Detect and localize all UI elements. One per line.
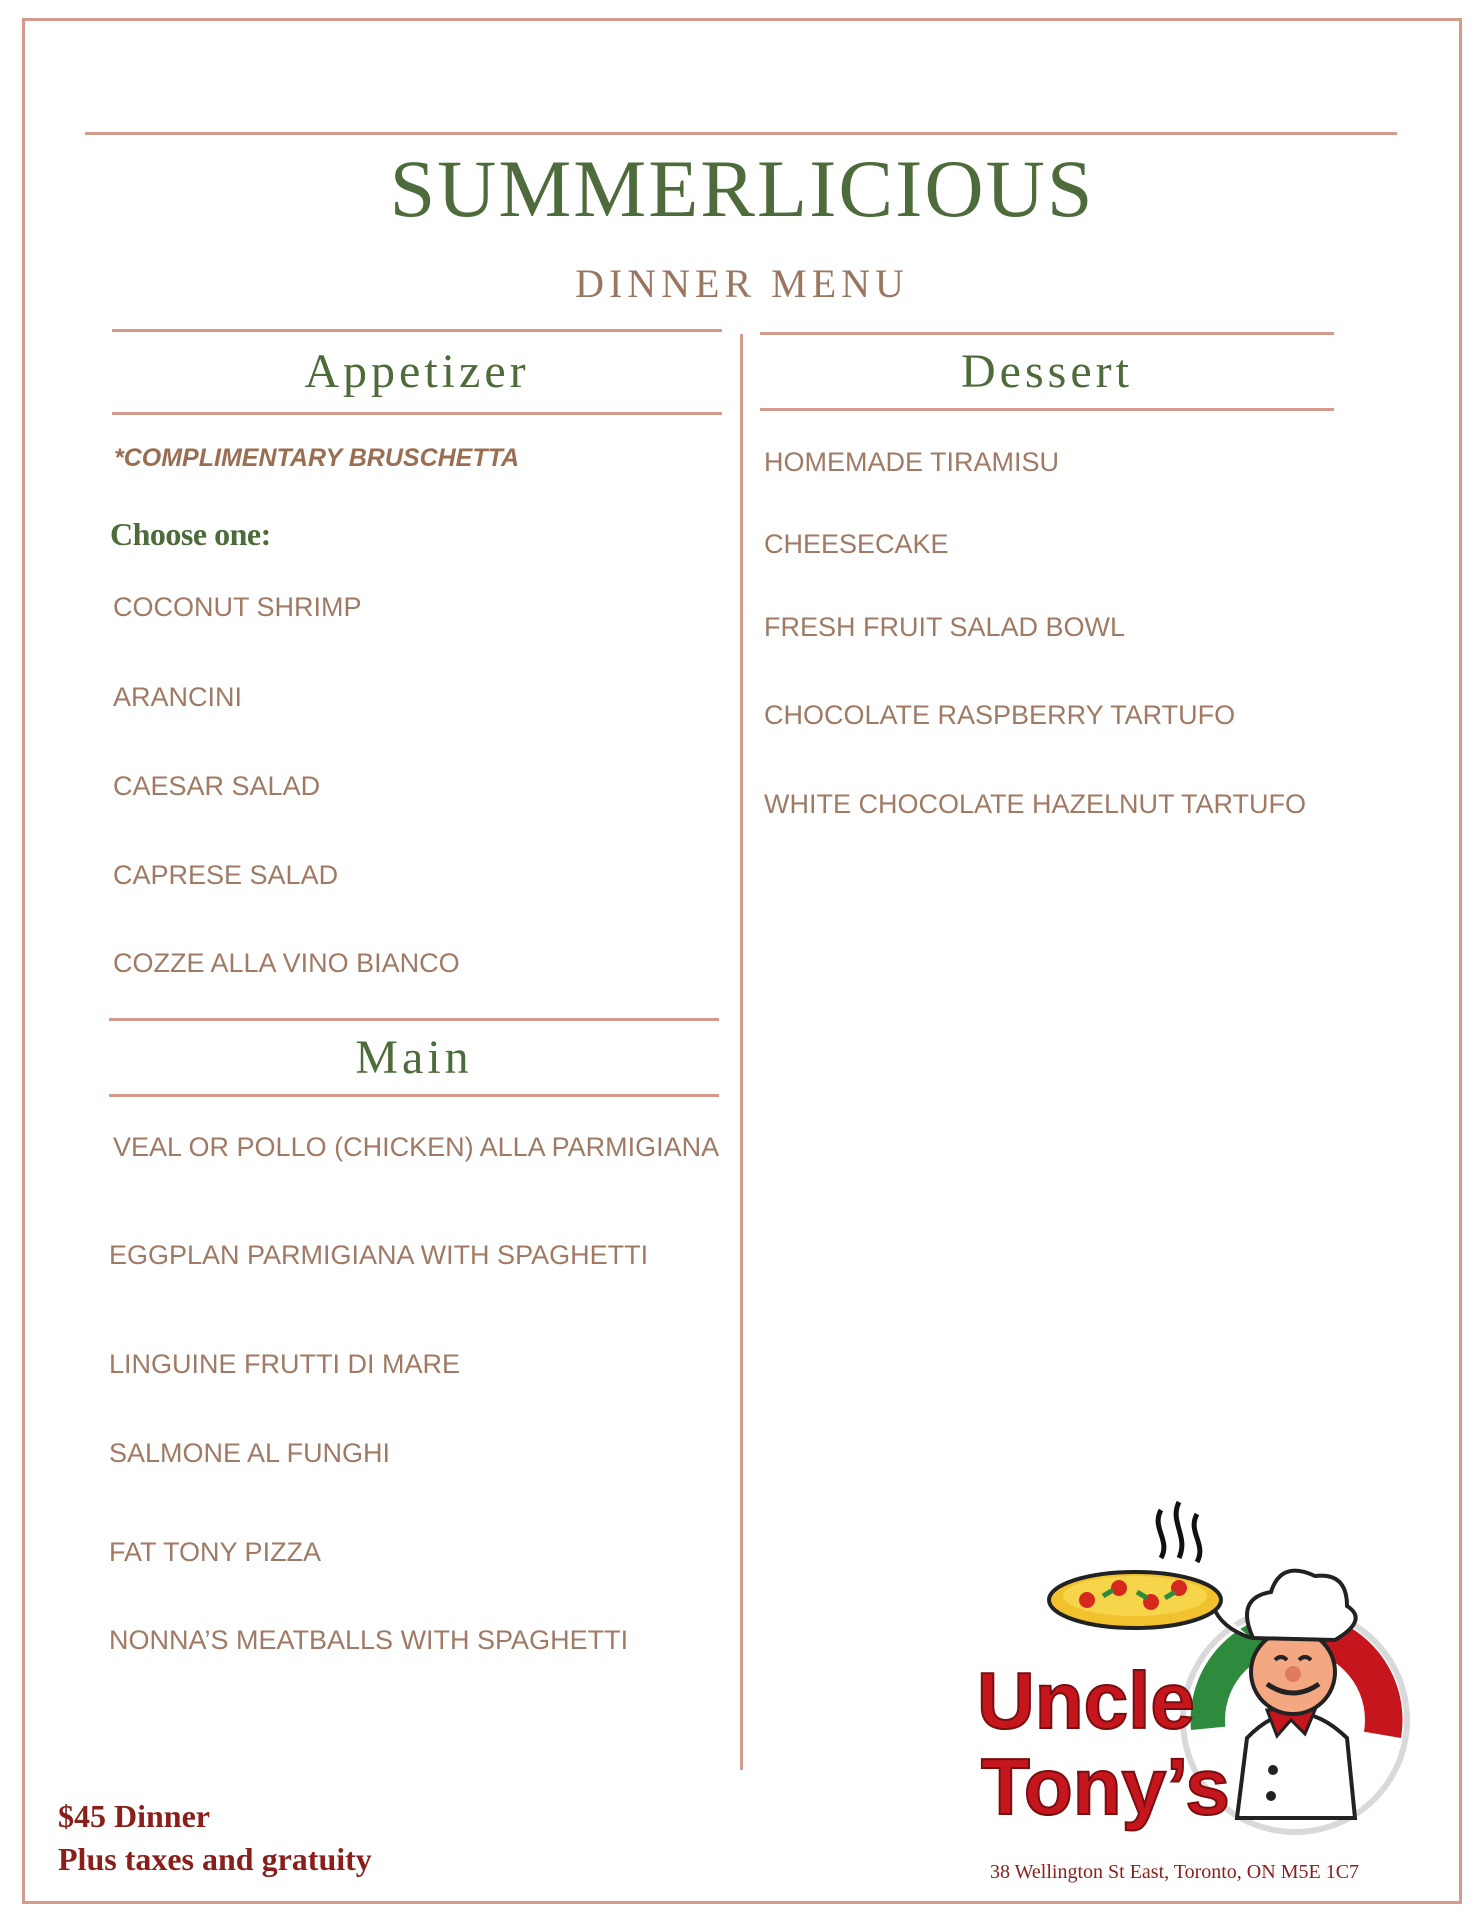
main-item: NONNA’S MEATBALLS WITH SPAGHETTI (109, 1625, 629, 1655)
main-top-rule (109, 1018, 719, 1021)
main-bottom-rule (109, 1094, 719, 1097)
choose-one-label: Choose one: (110, 516, 271, 552)
restaurant-address: 38 Wellington St East, Toronto, ON M5E 1C7 (990, 1861, 1360, 1883)
appetizer-bottom-rule (112, 412, 722, 415)
header-top-rule (85, 132, 1397, 135)
column-divider (740, 334, 743, 1770)
dessert-top-rule (760, 332, 1334, 335)
dessert-bottom-rule (760, 408, 1334, 411)
dessert-item: CHOCOLATE RASPBERRY TARTUFO (764, 700, 1236, 730)
main-heading: Main (355, 1031, 473, 1084)
complimentary-note: *COMPLIMENTARY BRUSCHETTA (114, 444, 520, 472)
appetizer-item: CAESAR SALAD (113, 771, 321, 801)
price-line: $45 Dinner (58, 1798, 210, 1834)
appetizer-item: ARANCINI (113, 682, 243, 712)
dessert-item: WHITE CHOCOLATE HAZELNUT TARTUFO (764, 789, 1307, 819)
main-item: VEAL OR POLLO (CHICKEN) ALLA PARMIGIANA (113, 1132, 720, 1162)
chef-with-pizza-icon (975, 1488, 1415, 1848)
menu-title: SUMMERLICIOUS (389, 143, 1095, 234)
appetizer-heading: Appetizer (304, 345, 530, 398)
menu-subtitle: DINNER MENU (575, 261, 909, 306)
appetizer-item: CAPRESE SALAD (113, 860, 339, 890)
main-item: EGGPLAN PARMIGIANA WITH SPAGHETTI (109, 1240, 649, 1270)
appetizer-item: COCONUT SHRIMP (113, 592, 362, 622)
appetizer-item: COZZE ALLA VINO BIANCO (113, 948, 460, 978)
dessert-item: CHEESECAKE (764, 529, 949, 559)
appetizer-top-rule (112, 329, 722, 332)
uncle-tonys-logo (975, 1488, 1415, 1848)
dessert-heading: Dessert (961, 345, 1133, 398)
logo-text-tonys: Tony’s (981, 1742, 1230, 1831)
dessert-item: FRESH FRUIT SALAD BOWL (764, 612, 1126, 642)
main-item: SALMONE AL FUNGHI (109, 1438, 391, 1468)
main-item: LINGUINE FRUTTI DI MARE (109, 1349, 461, 1379)
logo-text-uncle: Uncle (977, 1656, 1195, 1745)
dessert-item: HOMEMADE TIRAMISU (764, 447, 1060, 477)
main-item: FAT TONY PIZZA (109, 1537, 322, 1567)
price-note: Plus taxes and gratuity (58, 1841, 372, 1877)
